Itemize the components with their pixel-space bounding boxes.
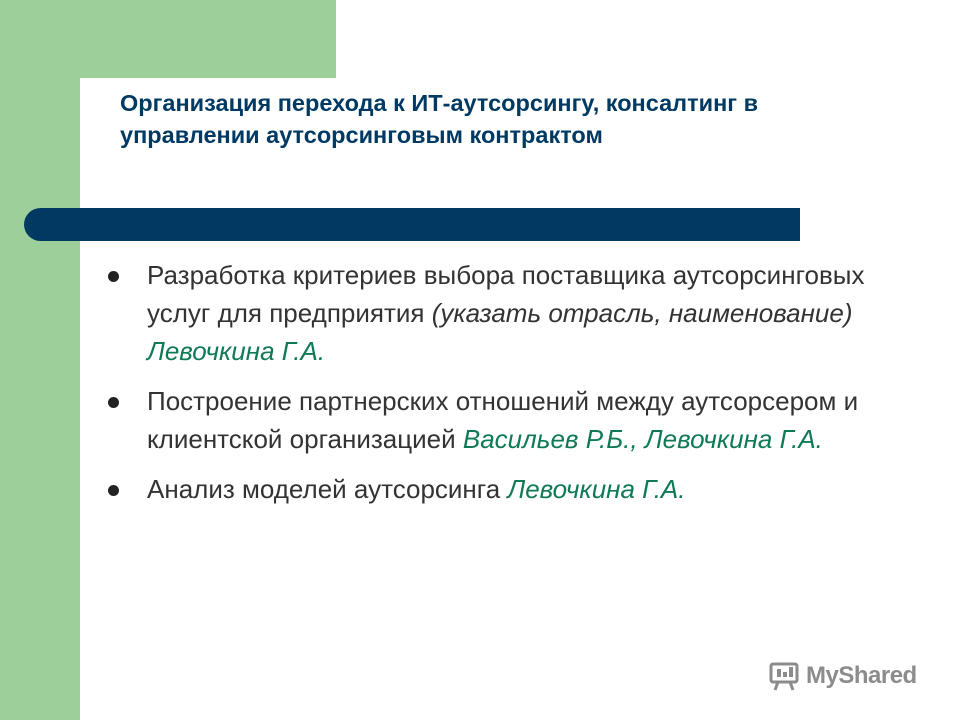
bullet-item [104, 256, 904, 370]
watermark[interactable] [768, 656, 917, 696]
watermark-text: MyShared [806, 662, 917, 689]
bullet-text: Разработка критериев выбора поставщика аутсорсинговых услуг для предприятия [147, 260, 865, 328]
title-divider-bar [24, 208, 800, 241]
bullet-author: Васильев Р.Б., Левочкина Г.А. [455, 424, 823, 454]
bullet-author: Левочкина Г.А. [500, 474, 686, 504]
green-side-stripe [0, 0, 80, 720]
bullet-item [104, 470, 904, 508]
bullet-text: Построение партнерских отношений между аутсорсером и клиентской организацией [147, 386, 859, 454]
bullet-author: Левочкина Г.А. [147, 336, 326, 366]
bullet-dot-icon [108, 485, 119, 496]
bullet-text: Анализ моделей аутсорсинга [147, 474, 501, 504]
bullet-dot-icon [108, 271, 119, 282]
bullet-note: (указать отрасль, наименование) [424, 298, 853, 328]
presentation-board-icon [768, 661, 800, 691]
slide-title: Организация перехода к ИТ-аутсорсингу, консалтинг в управлении аутсорсинговым контрактом [120, 90, 759, 148]
bullet-item [104, 382, 904, 458]
bullet-dot-icon [108, 397, 119, 408]
bullet-list [104, 256, 904, 520]
